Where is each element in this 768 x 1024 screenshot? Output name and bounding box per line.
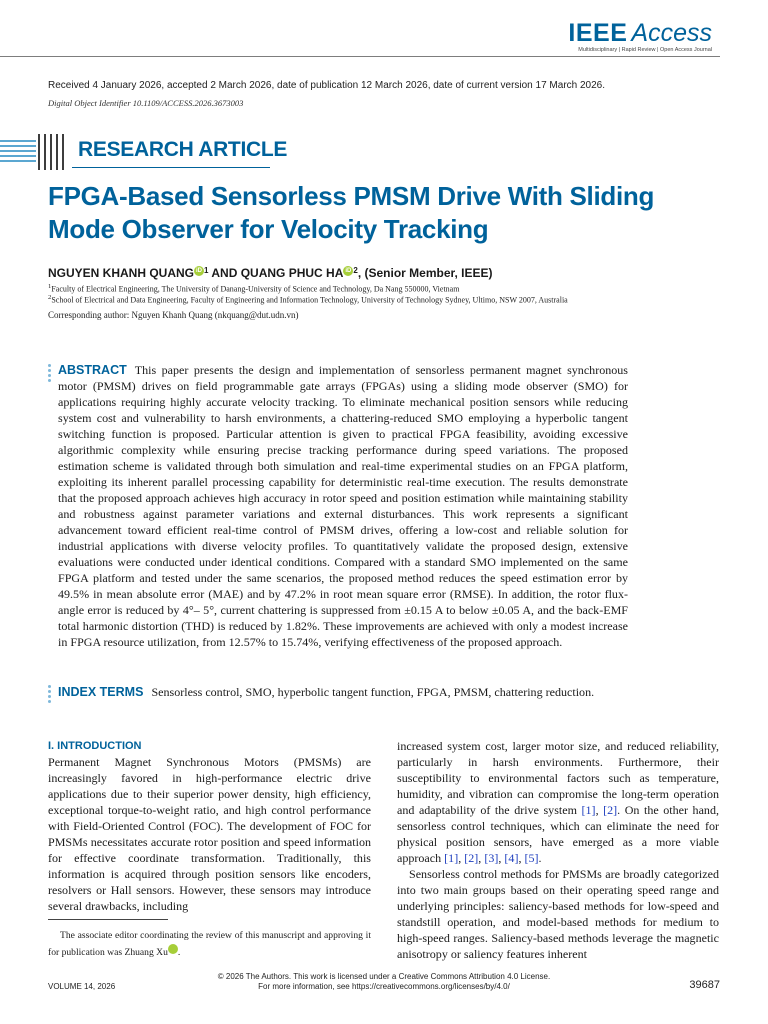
abstract-heading: ABSTRACT xyxy=(58,363,127,377)
citation-link[interactable]: [1] xyxy=(444,851,459,865)
banner-underline xyxy=(72,167,270,168)
license-notice: © 2026 The Authors. This work is licensed under a Creative Commons Attribution 4.0 License. For more information, see https://creativecommons.org/licenses/by/4.0/ xyxy=(0,972,768,992)
index-terms-heading: INDEX TERMS xyxy=(58,685,144,699)
author-2[interactable]: AND QUANG PHUC HA xyxy=(211,266,344,280)
license-link[interactable]: For more information, see https://creativecommons.org/licenses/by/4.0/ xyxy=(258,982,510,991)
author-suffix: , (Senior Member, IEEE) xyxy=(357,266,493,280)
doi-line: Digital Object Identifier 10.1109/ACCESS.2026.3673003 xyxy=(48,98,244,108)
index-terms-text: Sensorless control, SMO, hyperbolic tangent function, FPGA, PMSM, chattering reduction. xyxy=(151,685,595,699)
orcid-icon[interactable]: iD xyxy=(345,268,352,274)
journal-tagline: Multidisciplinary | Rapid Review | Open Access Journal xyxy=(578,47,712,53)
citation-link[interactable]: [3] xyxy=(484,851,499,865)
citation-link[interactable]: [5] xyxy=(524,851,539,865)
journal-brand: IEEE Access xyxy=(568,19,712,47)
affiliation-2: $^2$School of Electrical and Data Engineering, Faculty of Engineering and Information Technology, University of Technology Sydney, Ultimo, NSW 2007, Australia xyxy=(48,294,568,305)
index-terms xyxy=(58,684,658,700)
paragraph: increased system cost, larger motor size, and reduced reliability, particularly in harsh environments. Furthermore, their susceptibility to environmental factors such as temperature, humidity, and vibration can compromise the long-term operation and adaptability of the drive system [1], [2]. On the other hand, sensorless control techniques, which can eliminate the need for physical position sensors, have emerged as a more viable approach [1], [2], [3], [4], [5]. xyxy=(397,739,719,865)
footnote-rule xyxy=(48,919,168,920)
page-number: 39687 xyxy=(689,979,720,991)
orcid-icon[interactable]: iD xyxy=(168,944,178,954)
banner-stripes-icon xyxy=(0,134,36,170)
body-column-right xyxy=(397,738,719,962)
article-type-label: RESEARCH ARTICLE xyxy=(78,138,288,161)
author-line: NGUYEN KHANH QUANG iD $^1$ AND QUANG PHUC HA iD $^2$, (Senior Member, IEEE) xyxy=(48,266,493,280)
author-1[interactable]: NGUYEN KHANH QUANG xyxy=(48,266,195,280)
body-column-left: Permanent Magnet Synchronous Motors (PMSMs) are increasingly favored in high-performance electric drive applications due to their superior power density, high efficiency, exceptional torque-to-weight ratio, and high control performance with Field-Oriented Control (FOC). The development of FOC for PMSMs necessitates accurate rotor position and speed information for effective coordinate transformation. Traditionally, this information is acquired through position sensors like encoders, resolvers or Hall sensors. However, these sensors may introduce several drawbacks, including xyxy=(48,755,371,913)
citation-link[interactable]: [2] xyxy=(603,803,618,817)
citation-link[interactable]: [2] xyxy=(464,851,479,865)
citation-link[interactable]: [4] xyxy=(504,851,519,865)
orcid-icon[interactable]: iD xyxy=(196,268,203,274)
abstract-text: This paper presents the design and implementation of sensorless permanent magnet synchronous motor (PMSM) drives on field programmable gate arrays (FPGAs) using a sliding mode observer (SMO) for applications requiring highly accurate velocity tracking. To eliminate mechanical position sensors while reducing system cost and vulnerability to harsh environments, a chattering-reduced SMO employing a hyperbolic tangent switching function is proposed. Particular attention is given to practical FPGA feasibility, avoiding excessive algorithmic complexity while ensuring precise tracking performance during speed variations. The proposed estimation scheme is validated through both simulation and real-time experimental studies on an FPGA platform, exploiting its inherent parallel processing capability for deterministic real-time execution. The results demonstrate that the proposed approach achieves high accuracy in rotor speed and position estimation while maintaining stability and robustness against parameter variations and external disturbances. This work represents a significant advancement toward efficient real-time control of PMSM drives, offering a low-cost and reliable solution for industrial applications with diverse velocity profiles. To quantitatively validate the proposed design, extensive evaluations were conducted under identical conditions. Compared with a standard SMO implemented on the same FPGA platform and tested under the same scenarios, the proposed method reduces the speed estimation error by 49.5% in mean absolute error (MAE) and by 47.2% in root mean square error (RMSE). In addition, the rotor flux-angle error is reduced by 4°– 5°, current chattering is suppressed from ±0.15 A to below ±0.05 A, and the back-EMF total harmonic distortion (THD) is reduced by 1.82%. These improvements are achieved with only a modest increase in FPGA resource utilization, from 12.57% to 15.74%, verifying effectiveness of the proposed approach. xyxy=(58,363,628,649)
article-type-banner xyxy=(0,134,288,170)
journal-logo xyxy=(568,20,712,53)
affiliation-1: $^1$Faculty of Electrical Engineering, The University of Danang-University of Science and Technology, Da Nang 550000, Vietnam xyxy=(48,283,460,294)
abstract-marker-icon xyxy=(48,364,51,382)
banner-bars-icon xyxy=(38,134,68,170)
paper-title: FPGA-Based Sensorless PMSM Drive With Sliding Mode Observer for Velocity Tracking xyxy=(48,181,655,244)
editor-footnote: The associate editor coordinating the review of this manuscript and approving it for publication was Zhuang Xu iD. xyxy=(48,930,371,958)
corresponding-author: Corresponding author: Nguyen Khanh Quang (nkquang@dut.udn.vn) xyxy=(48,310,299,320)
volume-label: VOLUME 14, 2026 xyxy=(48,982,116,991)
index-terms-marker-icon xyxy=(48,685,51,703)
citation-link[interactable]: [1] xyxy=(581,803,596,817)
header-rule xyxy=(0,56,720,57)
paragraph: Sensorless control methods for PMSMs are broadly categorized into two main groups based on their operating speed range and underlying principles: saliency-based methods for low-speed and standstill operation, and model-based methods for medium to high-speed ranges. Saliency-based methods leverage the magnetic anisotropy or saliency features inherent xyxy=(397,867,719,961)
abstract xyxy=(58,362,628,650)
section-heading-introduction: I. INTRODUCTION xyxy=(48,740,142,752)
received-dates: Received 4 January 2026, accepted 2 March 2026, date of publication 12 March 2026, date of current version 17 March 2026. xyxy=(48,80,606,91)
